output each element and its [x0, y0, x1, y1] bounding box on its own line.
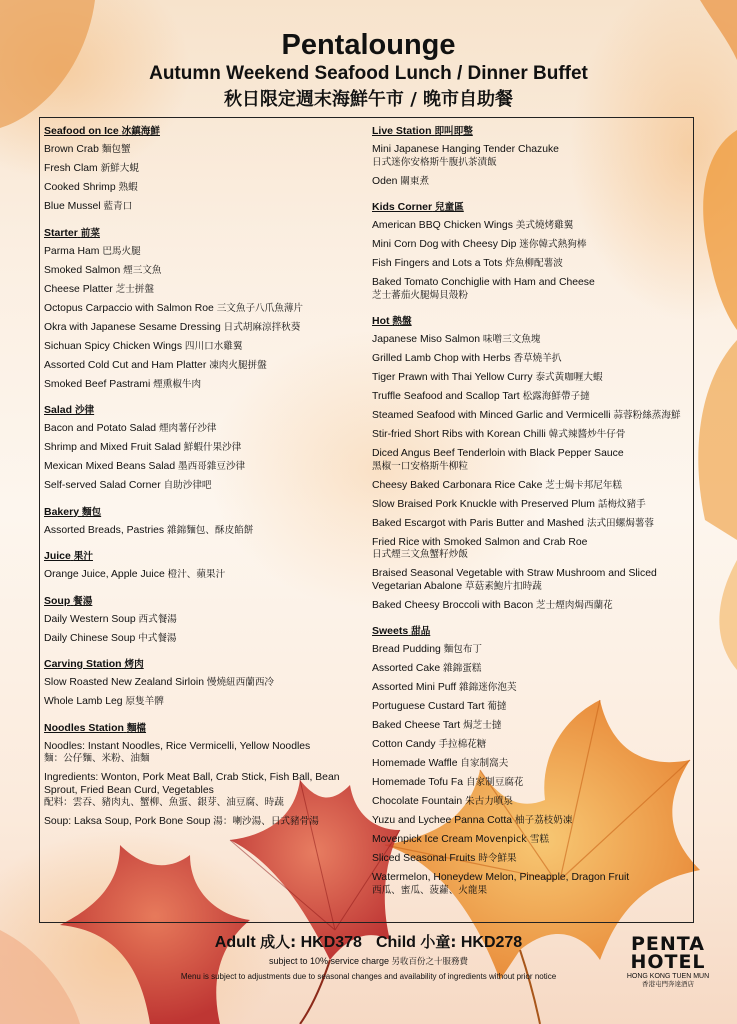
menu-item [44, 480, 364, 493]
menu-item-zh: 韓式辣醬炒牛仔骨 [548, 429, 626, 440]
menu-item-en: Cheese Platter [44, 283, 113, 295]
menu-item-zh: 自家制豆腐花 [465, 777, 524, 788]
menu-item [372, 885, 694, 898]
menu-item [372, 480, 694, 493]
logo-line-penta: PENTA [631, 933, 705, 955]
menu-item-en: Fish Fingers and Lots a Tots [372, 258, 503, 269]
menu-item [44, 816, 364, 829]
child-price: HKD278 [460, 934, 523, 951]
menu-item [44, 265, 364, 278]
menu-item-en: Bacon and Potato Salad [44, 423, 157, 434]
menu-item [44, 525, 364, 538]
section-title [44, 403, 364, 418]
menu-item [372, 176, 694, 189]
section-title-zh: 麵檔 [126, 722, 147, 734]
menu-box [39, 117, 694, 923]
menu-item-zh: 慢燒紐西蘭西冷 [206, 677, 275, 688]
menu-item-zh: 日式胡麻涼拌秋葵 [223, 321, 301, 333]
menu-item-zh: 手拉棉花糖 [438, 739, 487, 750]
section-title-zh: 餐湯 [73, 595, 93, 607]
menu-item-en: Mini Corn Dog with Cheesy Dip [372, 239, 517, 250]
logo-line-location: HONG KONG TUEN MUN [626, 973, 710, 980]
logo-line-zh: 香港屯門奔達酒店 [642, 981, 694, 988]
menu-item [372, 391, 694, 404]
menu-item-zh: 自家制窩夫 [460, 758, 509, 769]
menu-section-juice [44, 549, 364, 582]
menu-item-zh: 美式燒烤雞翼 [515, 220, 574, 231]
menu-item [44, 379, 364, 392]
menu-item-en: Yuzu and Lychee Panna Cotta [372, 815, 512, 826]
menu-column-left [44, 124, 364, 841]
menu-item-en: Baked Tomato Conchiglie with Ham and Cheese [372, 277, 595, 288]
section-title-zh: 果汁 [73, 551, 93, 562]
menu-item-en: Oden [372, 175, 398, 187]
menu-item-en: Smoked Salmon [44, 264, 121, 276]
menu-item-zh: 葡撻 [487, 701, 507, 712]
menu-item [372, 353, 694, 366]
section-title-en: Bakery [44, 505, 80, 518]
menu-item-zh: 泰式黃咖喱大蝦 [535, 372, 603, 383]
menu-item-zh: 芝士拼盤 [115, 283, 154, 295]
menu-item [44, 569, 364, 582]
menu-item-zh: 新鮮大蜆 [100, 163, 139, 174]
menu-item-zh: 日式煙三文魚蟹籽炒飯 [372, 549, 468, 560]
section-title-en: Kids Corner [372, 201, 433, 213]
section-title-zh: 即叫即整 [434, 126, 473, 137]
menu-item [372, 239, 694, 252]
section-title [44, 226, 364, 241]
menu-item-zh: 松露海鮮帶子撻 [522, 391, 590, 402]
menu-section-bakery [44, 505, 364, 538]
menu-item [372, 758, 694, 771]
section-title-en: Soup [44, 594, 71, 607]
menu-item-en: Mini Japanese Hanging Tender Chazuke [372, 144, 559, 155]
menu-item-en: Shrimp and Mixed Fruit Salad [44, 442, 181, 453]
menu-item-zh: 時令鮮果 [478, 853, 517, 864]
menu-item [372, 720, 694, 733]
menu-item-en: Cooked Shrimp [44, 182, 116, 193]
menu-item-zh: 柚子荔枝奶凍 [514, 815, 573, 826]
adult-label-zh: 成人: [260, 933, 297, 951]
menu-item [372, 682, 694, 695]
menu-item [44, 677, 364, 690]
menu-item-en: Assorted Mini Puff [372, 682, 457, 693]
logo-line-hotel: HOTEL [630, 951, 706, 973]
menu-item-en: Cheesy Baked Carbonara Rice Cake [372, 479, 543, 491]
menu-item [44, 461, 364, 474]
menu-item-zh: 熟蝦 [118, 182, 138, 193]
section-title-zh: 兒童區 [435, 202, 464, 213]
menu-item-zh: 日式迷你安格斯牛腹扒茶漬飯 [372, 156, 497, 168]
menu-item-en: Diced Angus Beef Tenderloin with Black Pepper Sauce [372, 448, 624, 459]
menu-item [372, 372, 694, 385]
menu-item-en: Sichuan Spicy Chicken Wings [44, 340, 183, 352]
menu-item-en: Sprout, Fried Bean Curd, Vegetables [44, 784, 214, 796]
menu-item [372, 815, 694, 828]
menu-item [372, 600, 694, 613]
menu-item-en: Daily Western Soup [44, 613, 136, 625]
menu-item [372, 461, 694, 474]
menu-item-zh: 原隻羊髀 [125, 696, 164, 707]
menu-item-zh: 香草燒羊扒 [513, 353, 562, 364]
menu-item [44, 696, 364, 709]
menu-item-en: Daily Chinese Soup [44, 632, 136, 644]
menu-item-en: Homemade Tofu Fa [372, 777, 464, 788]
menu-item-zh: 煙肉薯仔沙律 [158, 423, 217, 434]
menu-item [372, 499, 694, 512]
menu-item-zh: 西式餐湯 [138, 613, 177, 625]
menu-item-zh: 四川口水雞翼 [184, 340, 243, 352]
menu-item [44, 341, 364, 354]
section-title [372, 200, 694, 215]
menu-section-sweets [372, 624, 694, 897]
menu-item-en: American BBQ Chicken Wings [372, 220, 513, 231]
menu-item-en: Self-served Salad Corner [44, 480, 161, 491]
section-title [372, 124, 694, 139]
menu-item-en: Okra with Japanese Sesame Dressing [44, 321, 221, 333]
menu-item-en: Bread Pudding [372, 644, 441, 655]
menu-item [372, 448, 694, 461]
child-label-zh: 小童: [420, 933, 457, 951]
menu-item-zh: 鮮蝦什果沙律 [183, 442, 242, 453]
menu-item [372, 796, 694, 809]
section-title-zh: 麵包 [81, 506, 102, 518]
menu-item-en: Watermelon, Honeydew Melon, Pineapple, Dragon Fruit [372, 872, 630, 883]
menu-item-zh: 麵：公仔麵、米粉、油麵 [44, 753, 150, 764]
service-note-en: subject to 10% service charge [268, 956, 390, 966]
service-note-zh: 另收百份之十服務費 [391, 957, 469, 967]
menu-section-hot [372, 314, 694, 612]
menu-column-right [372, 124, 694, 909]
menu-item [44, 614, 364, 627]
section-title-en: Hot [372, 315, 390, 327]
menu-disclaimer: Menu is subject to adjustments due to seasonal changes and availability of ingredients without prior notice [180, 972, 557, 981]
menu-item-zh: 芝士蕃茄火腿焗貝殼粉 [372, 289, 468, 301]
menu-item [372, 258, 694, 271]
menu-item-en: Sliced Seasonal Fruits [372, 853, 476, 864]
menu-item [372, 290, 694, 303]
menu-item-zh: 三文魚子八爪魚薄片 [216, 302, 304, 314]
menu-item [44, 303, 364, 316]
menu-item-zh: 草菇素鮑片扣時蔬 [465, 580, 542, 592]
menu-item [44, 360, 364, 373]
child-label: Child [375, 934, 416, 951]
menu-item-zh: 巴馬火腿 [102, 245, 141, 257]
section-title-en: Carving Station [44, 658, 122, 670]
menu-item-zh: 黑椒一口安格斯牛柳粒 [372, 460, 468, 472]
menu-item-zh: 藍青口 [103, 201, 133, 212]
menu-item-zh: 橙汁、蘋果汁 [167, 569, 226, 580]
menu-item [372, 739, 694, 752]
menu-item [44, 753, 364, 766]
section-title-en: Noodles Station [44, 721, 124, 734]
section-title [44, 594, 364, 609]
menu-item-en: Whole Lamb Leg [44, 696, 123, 707]
section-title [44, 505, 364, 520]
section-title [372, 314, 694, 329]
menu-item-en: Slow Braised Pork Knuckle with Preserved Plum [372, 498, 595, 510]
menu-item-en: Grilled Lamb Chop with Herbs [372, 353, 511, 364]
menu-item-zh: 配料：雲吞、豬肉丸、蟹柳、魚蛋、銀芽、油豆腐、時蔬 [44, 797, 284, 808]
menu-item [44, 423, 364, 436]
menu-item-en: Parma Ham [44, 245, 100, 257]
menu-item-zh: Movenpick 雪糕 [475, 834, 550, 845]
section-title-en: Juice [44, 550, 71, 562]
menu-item [44, 163, 364, 176]
menu-item-en: Movenpick Ice Cream [372, 834, 473, 845]
menu-item-zh: 凍肉火腿拼盤 [209, 359, 267, 371]
menu-header [0, 28, 737, 112]
menu-item-zh: 迷你韓式熱狗棒 [519, 239, 587, 250]
menu-item-en: Orange Juice, Apple Juice [44, 569, 165, 580]
menu-item [44, 741, 364, 754]
menu-item-zh: 麵包布丁 [443, 644, 483, 655]
section-title-zh: 烤肉 [124, 659, 144, 670]
menu-item [372, 277, 694, 290]
menu-item-en: Steamed Seafood with Minced Garlic and Vermicelli [372, 410, 611, 421]
menu-item-zh: 話梅炆豬手 [597, 498, 646, 510]
menu-item [44, 322, 364, 335]
menu-item [372, 549, 694, 562]
menu-item-en: Ingredients: Wonton, Pork Meat Ball, Crab Stick, Fish Ball, Bean [44, 772, 340, 783]
page-subtitle: Autumn Weekend Seafood Lunch / Dinner Buffet [149, 63, 588, 84]
menu-item-en: Baked Cheese Tart [372, 720, 461, 731]
menu-section-kids-corner [372, 200, 694, 302]
menu-item-en: Truffle Seafood and Scallop Tart [372, 391, 520, 402]
menu-item [372, 568, 694, 581]
adult-label: Adult [214, 934, 256, 951]
menu-item-zh: 煙三文魚 [123, 264, 162, 276]
menu-item [372, 663, 694, 676]
menu-item [372, 144, 694, 157]
menu-item [372, 644, 694, 657]
menu-item [372, 581, 694, 594]
menu-item [44, 442, 364, 455]
menu-item-en: Fried Rice with Smoked Salmon and Crab Roe [372, 536, 588, 548]
menu-item-zh: 自助沙律吧 [163, 480, 212, 491]
menu-item [372, 872, 694, 885]
section-title-en: Sweets [372, 625, 409, 637]
menu-section-starter [44, 226, 364, 392]
menu-item [44, 785, 364, 798]
menu-item-zh: 中式餐湯 [138, 632, 177, 644]
menu-item-en: Fresh Clam [44, 163, 98, 174]
menu-item-zh: 雜錦麵包、酥皮餡餅 [167, 524, 254, 536]
menu-item-en: Chocolate Fountain [372, 796, 463, 807]
menu-item [44, 201, 364, 214]
menu-item-en: Japanese Miso Salmon [372, 334, 481, 345]
menu-item-en: Vegetarian Abalone [372, 580, 463, 592]
menu-item [372, 429, 694, 442]
menu-item [372, 220, 694, 233]
section-title [372, 624, 694, 639]
menu-item-zh: 湯：喇沙湯、日式豬骨湯 [213, 816, 319, 827]
menu-item [372, 518, 694, 531]
menu-item-zh: 焗芝士撻 [463, 720, 502, 731]
menu-item-en: Assorted Breads, Pastries [44, 524, 165, 536]
section-title-zh: 甜品 [411, 626, 431, 637]
menu-section-carving-station [44, 657, 364, 709]
menu-section-salad [44, 403, 364, 493]
menu-item [372, 157, 694, 170]
menu-item-zh: 煙熏椒牛肉 [153, 378, 202, 390]
section-title-en: Starter [44, 226, 78, 239]
page-title: Pentalounge [281, 29, 456, 61]
menu-item-en: Noodles: Instant Noodles, Rice Vermicelli, Yellow Noodles [44, 740, 311, 752]
section-title [44, 549, 364, 564]
menu-item-zh: 朱古力噴泉 [465, 796, 513, 807]
menu-item [44, 772, 364, 785]
section-title [44, 124, 364, 139]
menu-item [44, 284, 364, 297]
menu-section-soup [44, 594, 364, 646]
menu-item [372, 334, 694, 347]
menu-item-zh: 蒜蓉粉絲蒸海鮮 [613, 410, 681, 421]
menu-item-zh: 芝士煙肉焗西蘭花 [536, 599, 613, 611]
menu-item-zh: 芝士焗卡邦尼年糕 [545, 479, 623, 491]
section-title-zh: 熱盤 [392, 316, 412, 327]
menu-item-zh: 雜錦蛋糕 [443, 663, 482, 674]
menu-item-en: Assorted Cake [372, 663, 441, 674]
menu-item-en: Smoked Beef Pastrami [44, 378, 151, 390]
menu-item-en: Octopus Carpaccio with Salmon Roe [44, 302, 214, 314]
menu-section-live-station [372, 124, 694, 188]
menu-item [372, 777, 694, 790]
page-subtitle-zh: 秋日限定週末海鮮午市 / 晚市自助餐 [223, 89, 514, 110]
section-title [44, 721, 364, 736]
menu-item-en: Baked Escargot with Paris Butter and Mashed [372, 517, 584, 529]
section-title-zh: 沙律 [74, 405, 95, 416]
menu-item-zh: 法式田螺焗薯蓉 [586, 517, 655, 529]
menu-item-zh: 味噌三文魚塊 [482, 334, 541, 345]
menu-item-en: Stir-fried Short Ribs with Korean Chilli [372, 429, 546, 440]
menu-item-en: Blue Mussel [44, 201, 101, 212]
menu-item-zh: 麵包蟹 [101, 144, 131, 155]
menu-item-en: Assorted Cold Cut and Ham Platter [44, 359, 207, 371]
menu-item-zh: 炸魚柳配薯波 [505, 258, 563, 269]
menu-item-zh: 雜錦迷你泡芙 [459, 682, 517, 693]
section-title [44, 657, 364, 672]
menu-item-en: Soup: Laksa Soup, Pork Bone Soup [44, 816, 211, 827]
menu-item [372, 701, 694, 714]
menu-item [372, 410, 694, 423]
menu-section-seafood-on-ice [44, 124, 364, 214]
menu-section-noodles-station [44, 721, 364, 829]
menu-item [372, 537, 694, 550]
menu-item-zh: 關東煮 [400, 175, 430, 187]
menu-item-zh: 西瓜、蜜瓜、菠蘿、火龍果 [372, 884, 488, 896]
section-title-en: Salad [44, 404, 73, 416]
section-title-en: Live Station [372, 125, 432, 137]
menu-item [44, 144, 364, 157]
menu-item-en: Cotton Candy [372, 739, 436, 750]
penta-hotel-logo [612, 935, 724, 989]
menu-item [44, 182, 364, 195]
menu-item-en: Baked Cheesy Broccoli with Bacon [372, 599, 534, 611]
menu-item-en: Brown Crab [44, 144, 99, 155]
menu-item [372, 853, 694, 866]
menu-item [44, 633, 364, 646]
adult-price: HKD378 [300, 934, 362, 951]
menu-item-en: Portuguese Custard Tart [372, 701, 485, 712]
menu-item-en: Braised Seasonal Vegetable with Straw Mushroom and Sliced [372, 568, 657, 579]
menu-item-zh: 墨西哥雜豆沙律 [178, 461, 246, 472]
menu-item-en: Tiger Prawn with Thai Yellow Curry [372, 372, 533, 383]
section-title-en: Seafood on Ice [44, 125, 119, 137]
menu-item-en: Slow Roasted New Zealand Sirloin [44, 677, 204, 688]
menu-item [44, 246, 364, 259]
menu-item-en: Mexican Mixed Beans Salad [44, 461, 176, 472]
menu-item [372, 834, 694, 847]
menu-item-en: Homemade Waffle [372, 758, 458, 769]
menu-item [44, 797, 364, 810]
section-title-zh: 前菜 [80, 227, 100, 239]
section-title-zh: 冰鎮海鮮 [121, 126, 160, 137]
